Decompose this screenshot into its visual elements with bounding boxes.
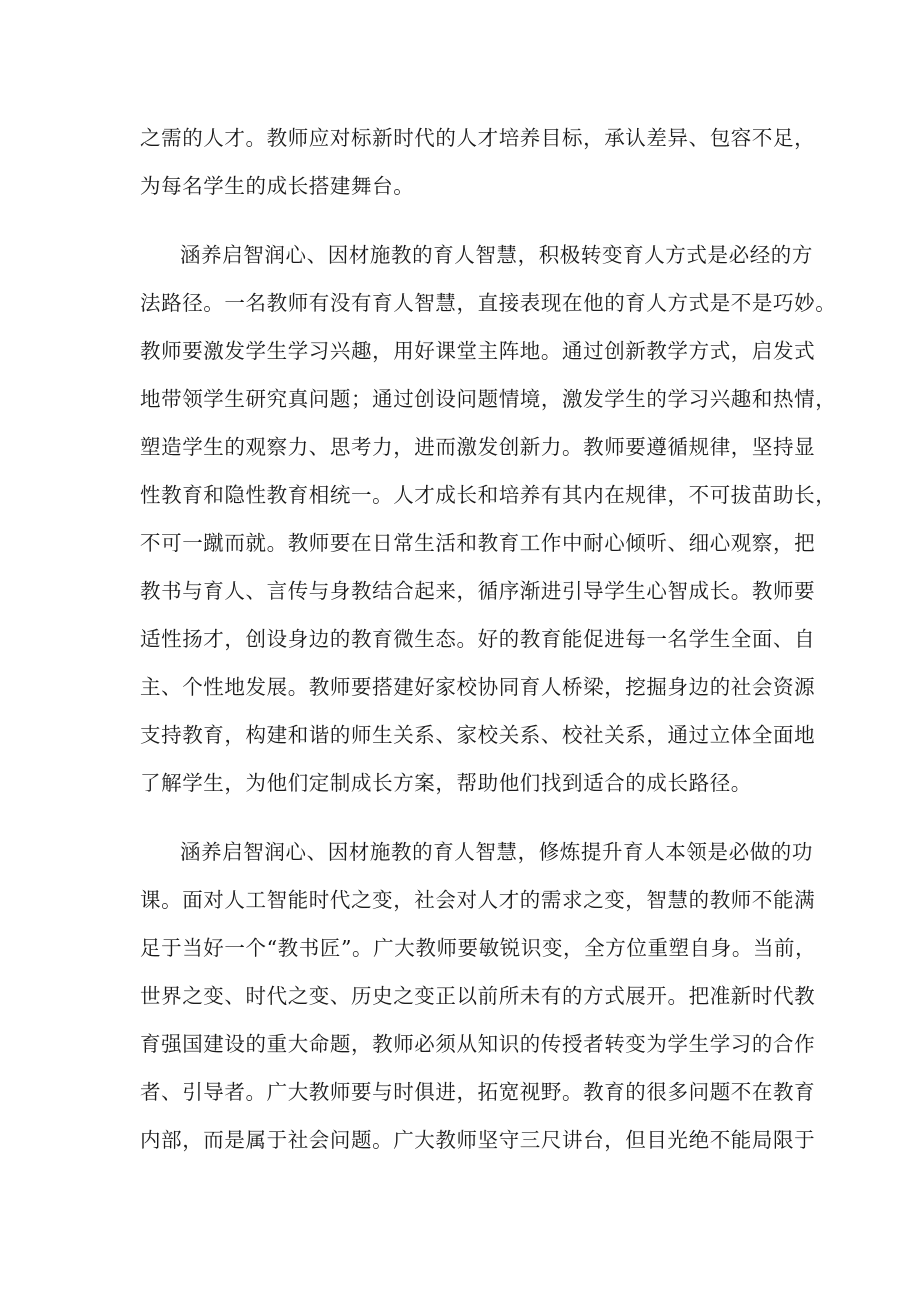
paragraph-line: 地带领学生研究真问题；通过创设问题情境，激发学生的学习兴趣和热情， [140,387,837,411]
paragraph-line: 世界之变、时代之变、历史之变正以前所未有的方式展开。把准新时代教 [140,984,816,1008]
paragraph-line: 教师要激发学生学习兴趣，用好课堂主阵地。通过创新教学方式，启发式 [140,339,816,363]
paragraph-line: 支持教育，构建和谐的师生关系、家校关系、校社关系，通过立体全面地 [140,723,816,747]
paragraph-line: 了解学生，为他们定制成长方案，帮助他们找到适合的成长路径。 [140,771,752,795]
paragraph-line: 性教育和隐性教育相统一。人才成长和培养有其内在规律，不可拔苗助长， [140,483,837,507]
paragraph-line: 法路径。一名教师有没有育人智慧，直接表现在他的育人方式是不是巧妙。 [140,291,837,315]
paragraph-line: 者、引导者。广大教师要与时俱进，拓宽视野。教育的很多问题不在教育 [140,1080,816,1104]
paragraph-line: 之需的人才。教师应对标新时代的人才培养目标，承认差异、包容不足， [140,126,816,150]
paragraph-line: 涵养启智润心、因材施教的育人智慧，修炼提升育人本领是必做的功 [180,840,813,864]
paragraph-line: 涵养启智润心、因材施教的育人智慧，积极转变育人方式是必经的方 [180,243,813,267]
paragraph-line: 塑造学生的观察力、思考力，进而激发创新力。教师要遵循规律，坚持显 [140,435,816,459]
paragraph-line: 主、个性地发展。教师要搭建好家校协同育人桥梁，挖掘身边的社会资源 [140,675,816,699]
paragraph-line: 教书与育人、言传与身教结合起来，循序渐进引导学生心智成长。教师要 [140,579,816,603]
paragraph-line: 不可一蹴而就。教师要在日常生活和教育工作中耐心倾听、细心观察，把 [140,531,816,555]
paragraph-line: 内部，而是属于社会问题。广大教师坚守三尺讲台，但目光绝不能局限于 [140,1128,816,1152]
paragraph-line: 适性扬才，创设身边的教育微生态。好的教育能促进每一名学生全面、自 [140,627,816,651]
paragraph-line: 足于当好一个“教书匠”。广大教师要敏锐识变，全方位重塑自身。当前， [140,936,817,960]
paragraph-line: 课。面对人工智能时代之变，社会对人才的需求之变，智慧的教师不能满 [140,888,816,912]
paragraph-line: 育强国建设的重大命题，教师必须从知识的传授者转变为学生学习的合作 [140,1032,816,1056]
paragraph-line: 为每名学生的成长搭建舞台。 [140,174,415,198]
